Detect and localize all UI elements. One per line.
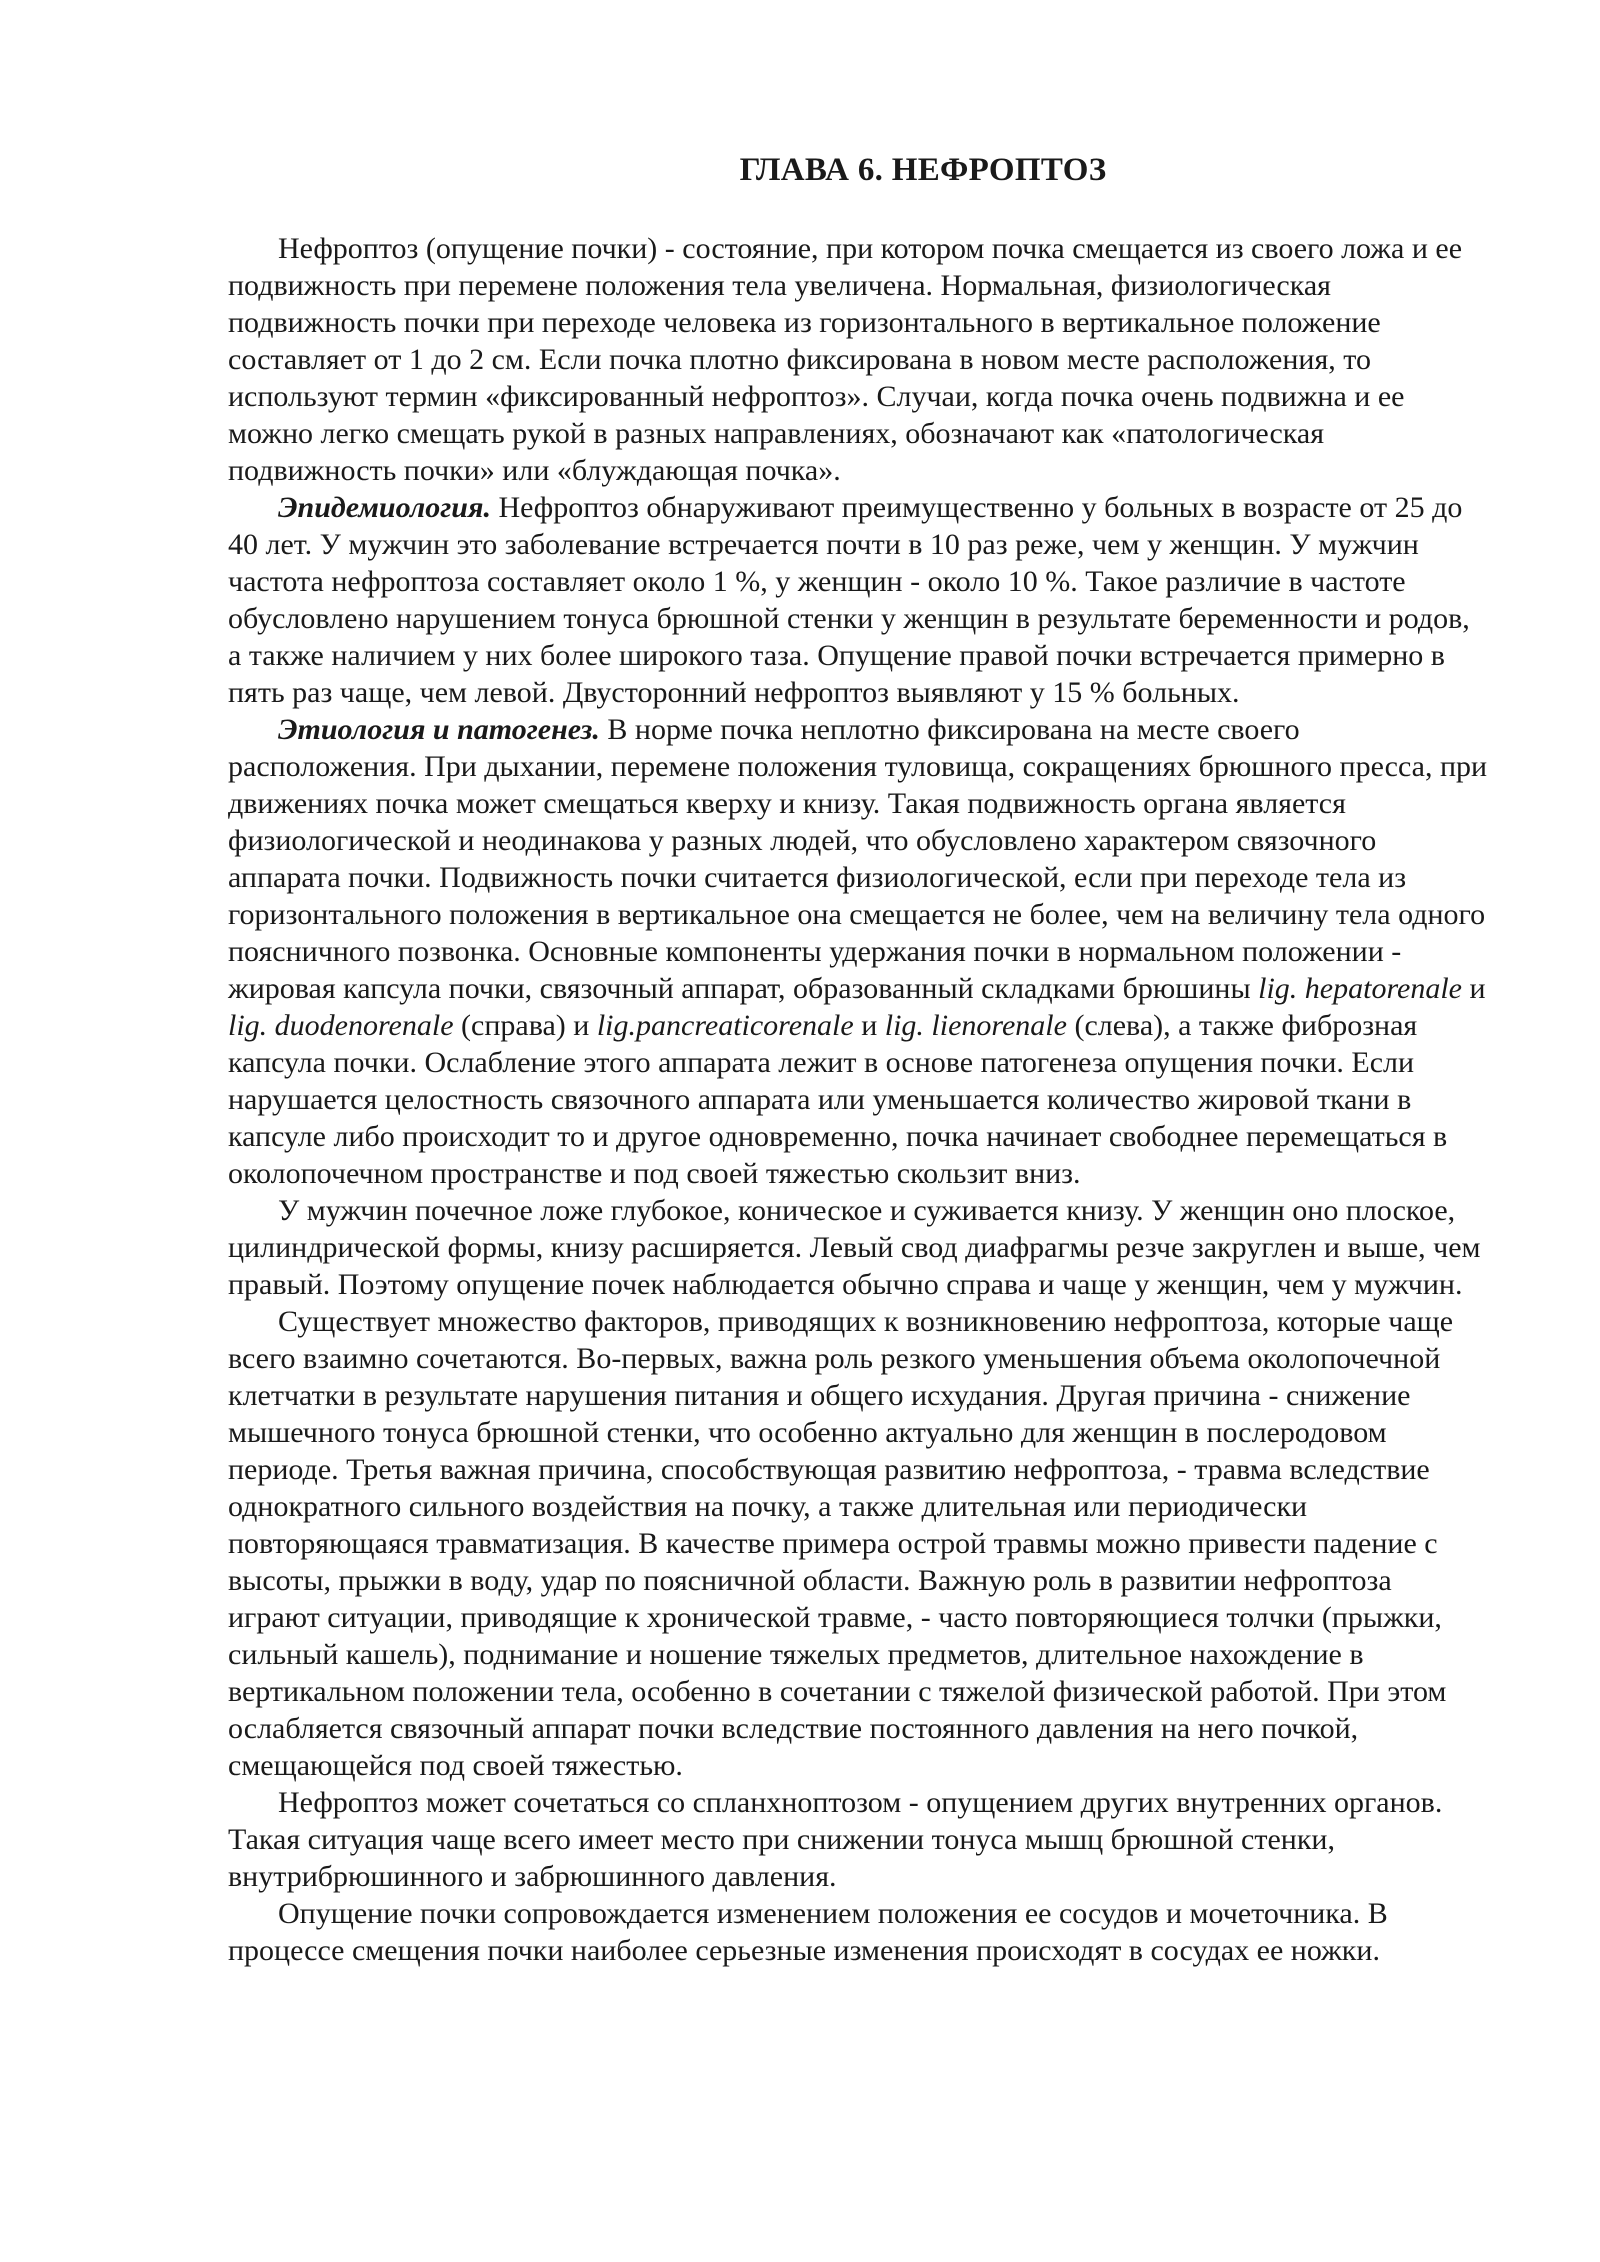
paragraph-factors: Существует множество факторов, приводящих к возникновению нефроптоза, которые чаще всего взаимно сочетаются. Во-первых, важна роль резкого уменьшения объема околопочечной клетчатки в результате нарушения питания и общего исхудания. Другая причина - снижение мышечного тонуса брюшной стенки, что особенно актуально для женщин в послеродовом периоде. Третья важная причина, способствующая развитию нефроптоза, - травма вследствие однократного сильного воздействия на почку, а также длительная или периодически повторяющаяся травматизация. В качестве примера острой травмы можно привести падение с высоты, прыжки в воду, удар по поясничной области. Важную роль в развитии нефроптоза играют ситуации, приводящие к хронической травме, - часто повторяющиеся толчки (прыжки, сильный кашель), поднимание и ношение тяжелых предметов, длительное нахождение в вертикальном положении тела, особенно в сочетании с тяжелой физической работой. При этом ослабляется связочный аппарат почки вследствие постоянного давления на него почкой, смещающейся под своей тяжестью. — [228, 1305, 1454, 1782]
paragraph-text: (слева), а также фиброзная капсула почки. Ослабление этого аппарата лежит в основе патогенеза опущения почки. Если нарушается целостность связочного аппарата или уменьшается количество жировой ткани в капсуле либо происходит то и другое одновременно, почка начинает свободнее перемещаться в околопочечном пространстве и под своей тяжестью скользит вниз. — [228, 1009, 1448, 1190]
paragraph-epidemiology — [228, 489, 1488, 711]
paragraph-text: и — [853, 1009, 885, 1042]
paragraph-anatomy: У мужчин почечное ложе глубокое, коническое и суживается книзу. У женщин оно плоское, цилиндрической формы, книзу расширяется. Левый свод диафрагмы резче закруглен и выше, чем правый. Поэтому опущение почек наблюдается обычно справа и чаще у женщин, чем у мужчин. — [228, 1194, 1481, 1301]
latin-term: lig. lienorenale — [884, 1009, 1067, 1042]
paragraph-vessels: Опущение почки сопровождается изменением положения ее сосудов и мочеточника. В процессе смещения почки наиболее серьезные изменения происходят в сосудах ее ножки. — [228, 1897, 1388, 1967]
paragraph-definition: Нефроптоз (опущение почки) - состояние, при котором почка смещается из своего ложа и ее подвижность при перемене положения тела увеличена. Нормальная, физиологическая подвижность почки при переходе человека из горизонтального в вертикальное положение составляет от 1 до 2 см. Если почка плотно фиксирована в новом месте расположения, то используют термин «фиксированный нефроптоз». Случаи, когда почка очень подвижна и ее можно легко смещать рукой в разных направлениях, обозначают как «патологическая подвижность почки» или «блуждающая почка». — [228, 232, 1463, 487]
latin-term: lig.pancreaticorenale — [596, 1009, 854, 1042]
latin-term: lig. duodenorenale — [228, 1009, 454, 1042]
chapter-title: ГЛАВА 6. НЕФРОПТОЗ — [739, 152, 1107, 188]
paragraph-text: и — [1462, 972, 1486, 1005]
section-heading-etiology: Этиология и патогенез. — [278, 713, 600, 746]
section-heading-epidemiology: Эпидемиология. — [278, 491, 491, 524]
paragraph-etiology — [228, 711, 1488, 1192]
paragraph-text: В норме почка неплотно фиксирована на месте своего расположения. При дыхании, перемене положения туловища, сокращениях брюшного пресса, при движениях почка может смещаться кверху и книзу. Такая подвижность органа является физиологической и неодинакова у разных людей, что обусловлено характером связочного аппарата почки. Подвижность почки считается физиологической, если при переходе тела из горизонтального положения в вертикальное она смещается не более, чем на величину тела одного поясничного позвонка. Основные компоненты удержания почки в нормальном положении - жировая капсула почки, связочный аппарат, образованный складками брюшины — [228, 713, 1488, 1005]
latin-term: lig. hepatorenale — [1258, 972, 1462, 1005]
document-page — [228, 150, 1488, 1969]
paragraph-splanchnoptosis: Нефроптоз может сочетаться со спланхноптозом - опущением других внутренних органов. Такая ситуация чаще всего имеет место при снижении тонуса мышц брюшной стенки, внутрибрюшинного и забрюшинного давления. — [228, 1786, 1443, 1893]
paragraph-text: (справа) и — [453, 1009, 597, 1042]
paragraph-text: Нефроптоз обнаруживают преимущественно у больных в возрасте от 25 до 40 лет. У мужчин это заболевание встречается почти в 10 раз реже, чем у женщин. У мужчин частота нефроптоза составляет около 1 %, у женщин - около 10 %. Такое различие в частоте обусловлено нарушением тонуса брюшной стенки у женщин в результате беременности и родов, а также наличием у них более широкого таза. Опущение правой почки встречается примерно в пять раз чаще, чем левой. Двусторонний нефроптоз выявляют у 15 % больных. — [228, 491, 1470, 709]
